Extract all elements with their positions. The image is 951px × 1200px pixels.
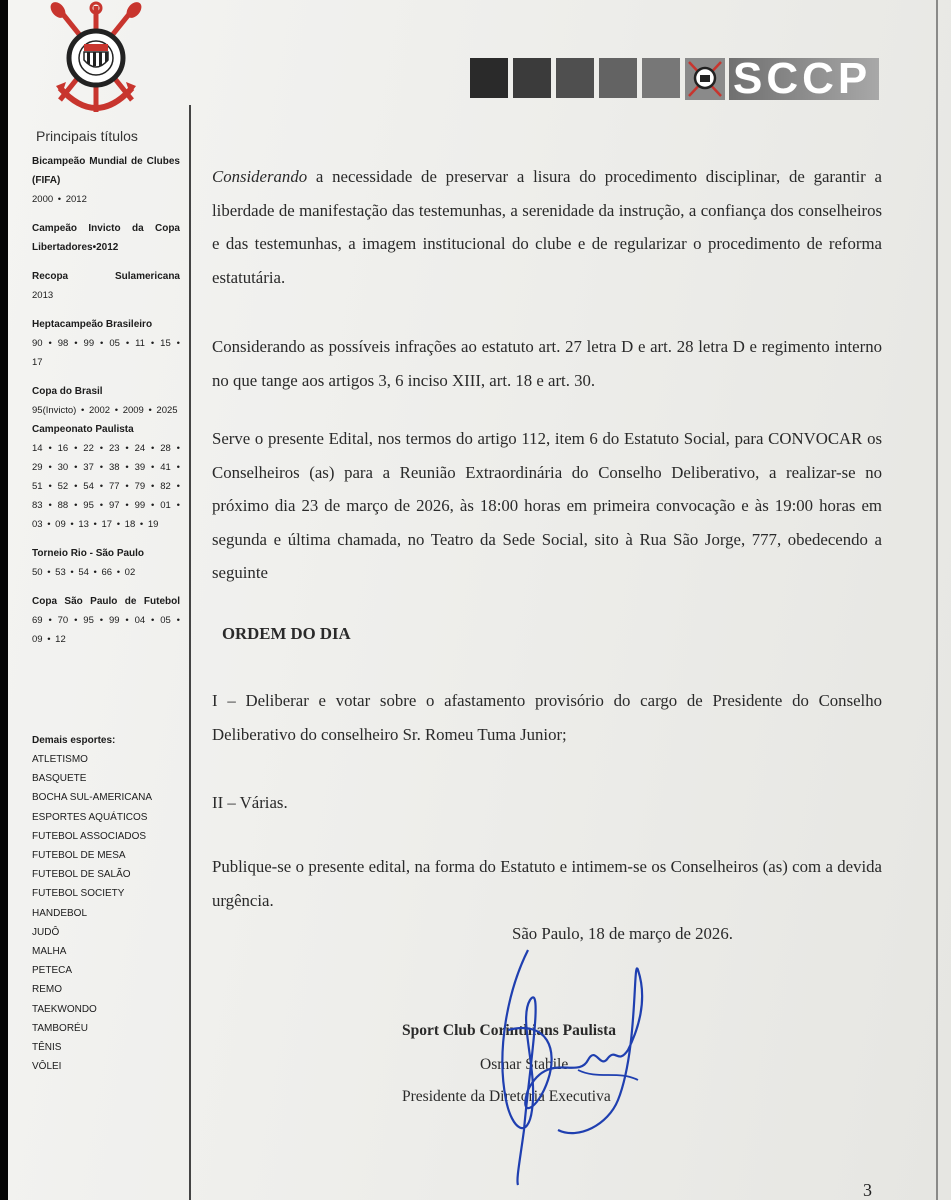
agenda-item-2: II – Várias. <box>212 793 288 812</box>
title-block <box>32 382 180 420</box>
title-block <box>32 420 180 534</box>
title-name: Bicampeão Mundial de Clubes (FIFA) <box>32 156 180 186</box>
title-years: 2000 • 2012 <box>32 194 87 205</box>
paragraph-considerando-1 <box>212 160 882 294</box>
title-name: Heptacampeão Brasileiro <box>32 319 153 330</box>
title-years: 14 • 16 • 22 • 23 • 24 • 28 • 29 • 30 • 37 • 38 • 39 • 41 • 51 • 52 • 54 • 77 • 79 • 82 • 83 • 88 • 95 • 97 • 99 • 01 • 03 • 09 • 13 • 17 • 18 • 19 <box>32 443 180 530</box>
paragraph-considerando-2: Considerando as possíveis infrações ao estatuto art. 27 letra D e art. 28 letra D e regimento interno no que tange aos artigos 3, 6 inciso XIII, art. 18 e art. 30. <box>212 337 882 390</box>
president-role: Presidente da Diretoria Executiva <box>402 1088 611 1105</box>
sport-item: PETECA <box>32 965 73 977</box>
sidebar-divider <box>189 105 191 1200</box>
title-name: Torneio Rio - São Paulo <box>32 548 145 559</box>
sport-item: REMO <box>32 984 62 996</box>
sport-item: HANDEBOL <box>32 907 88 919</box>
title-years: 90 • 98 • 99 • 05 • 11 • 15 • 17 <box>32 338 180 368</box>
sport-item: BOCHA SUL-AMERICANA <box>32 792 153 804</box>
header-bar <box>470 54 879 103</box>
title-block <box>32 592 180 649</box>
title-years: 2013 <box>32 290 54 301</box>
sport-item: VÔLEI <box>32 1061 62 1073</box>
title-name: Recopa Sulamericana <box>32 271 180 282</box>
sport-item: TAMBORÉU <box>32 1022 88 1034</box>
sport-item: TÊNIS <box>32 1042 62 1054</box>
sports-list <box>32 750 152 1076</box>
paragraph-publication: Publique-se o presente edital, na forma do Estatuto e intimem-se os Conselheiros (as) com a devida urgência. <box>212 857 882 910</box>
title-block <box>32 219 180 257</box>
title-name: Copa do Brasil <box>32 386 103 397</box>
sccp-logo-text: SCCP <box>729 58 879 100</box>
title-name: Campeão Invicto da Copa Libertadores•2012 <box>32 223 180 253</box>
paragraph-text: a necessidade de preservar a lisura do procedimento disciplinar, de garantir a liberdade de manifestação das testemunhas, a serenidade da instrução, a confiança dos conselheiros e das testemunhas, a imagem institucional do clube e de regularizar o procedimento de reforma estatutária. <box>212 167 882 287</box>
titles-list <box>32 152 180 659</box>
sports-heading: Demais esportes: <box>32 735 116 746</box>
title-name: Copa São Paulo de Futebol <box>32 596 180 607</box>
sport-item: ATLETISMO <box>32 754 88 765</box>
club-name: Sport Club Corinthians Paulista <box>402 1022 617 1039</box>
date-line: São Paulo, 18 de março de 2026. <box>512 924 733 943</box>
title-block <box>32 544 180 582</box>
header-square <box>642 58 680 98</box>
header-square <box>470 58 508 98</box>
paragraph-convocation: Serve o presente Edital, nos termos do artigo 112, item 6 do Estatuto Social, para CONVOCAR os Conselheiros (as) para a Reunião Extraordinária do Conselho Deliberativo, a realizar-se no próximo dia 23 de março de 2026, às 18:00 horas em primeira convocação e às 19:00 horas em segunda e última chamada, no Teatro da Sede Social, sito à Rua São Jorge, 777, obedecendo a seguinte <box>212 429 882 583</box>
sport-item: ESPORTES AQUÁTICOS <box>32 811 148 823</box>
sport-item: FUTEBOL SOCIETY <box>32 888 125 900</box>
sport-item: JUDÔ <box>32 926 60 938</box>
header-crest-icon <box>685 58 725 100</box>
sport-item: FUTEBOL DE MESA <box>32 850 126 862</box>
page-edge <box>936 0 938 1200</box>
title-block <box>32 152 180 209</box>
sport-item: BASQUETE <box>32 773 87 785</box>
handwritten-signature <box>488 930 668 1190</box>
sport-item: FUTEBOL ASSOCIADOS <box>32 830 147 842</box>
title-name: Campeonato Paulista <box>32 424 134 435</box>
titles-heading: Principais títulos <box>36 128 138 144</box>
title-block <box>32 267 180 305</box>
page-number: 3 <box>863 1180 872 1200</box>
header-square <box>599 58 637 98</box>
sport-item: FUTEBOL DE SALÃO <box>32 869 131 881</box>
document-page <box>8 0 951 1200</box>
title-years: 69 • 70 • 95 • 99 • 04 • 05 • 09 • 12 <box>32 615 180 645</box>
header-square <box>556 58 594 98</box>
header-square <box>513 58 551 98</box>
sidebar <box>30 0 180 1200</box>
title-years: 95(Invicto) • 2002 • 2009 • 2025 <box>32 405 178 416</box>
president-name: Osmar Stabile <box>480 1056 569 1073</box>
order-heading: ORDEM DO DIA <box>222 624 351 643</box>
title-years: 50 • 53 • 54 • 66 • 02 <box>32 567 136 578</box>
title-block <box>32 315 180 372</box>
corinthians-crest-logo <box>46 0 146 122</box>
sport-item: TAEKWONDO <box>32 1003 97 1015</box>
sport-item: MALHA <box>32 946 67 958</box>
paragraph-lead: Considerando <box>212 167 308 186</box>
agenda-item-1: I – Deliberar e votar sobre o afastamento provisório do cargo de Presidente do Conselho Deliberativo do conselheiro Sr. Romeu Tuma Junior; <box>212 691 882 744</box>
